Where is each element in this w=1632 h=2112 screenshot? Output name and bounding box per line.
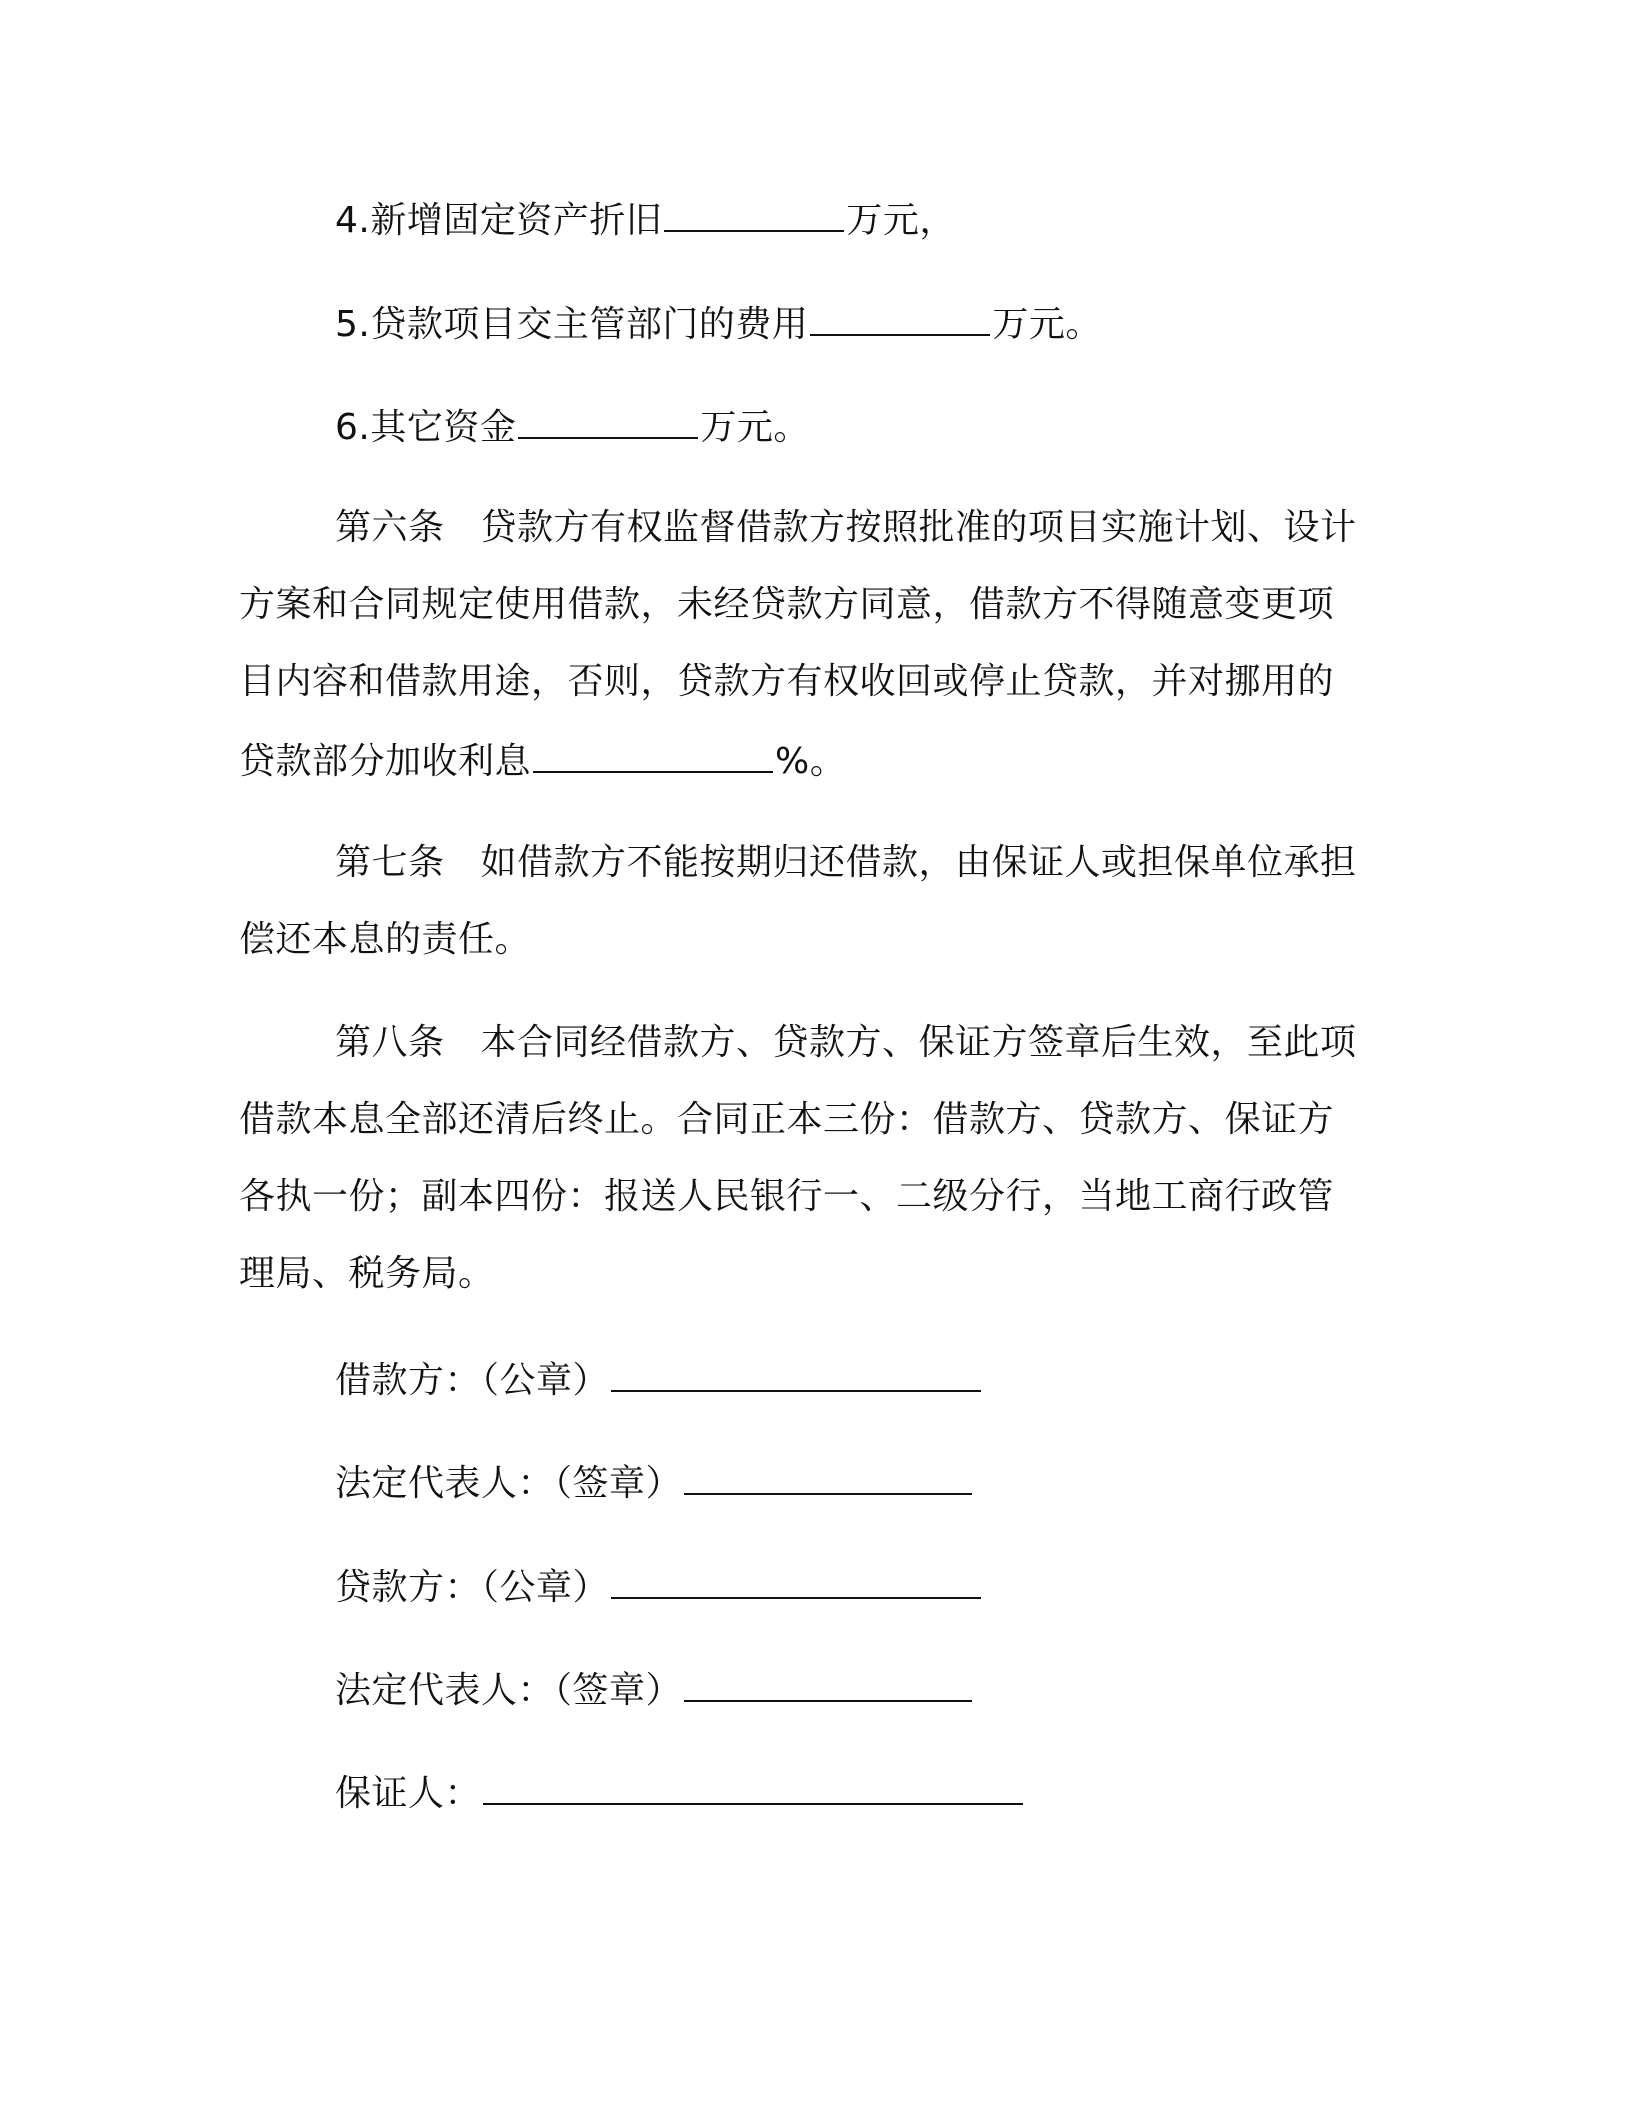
article-7-line-1 [335, 841, 1357, 885]
item-5-blank [810, 300, 990, 336]
article-8-text-2: 借款本息全部还清后终止。合同正本三份：借款方、贷款方、保证方 [239, 1099, 1335, 1140]
signature-lender-rep-blank [684, 1666, 972, 1702]
signature-guarantor-blank [483, 1769, 1023, 1805]
item-6 [335, 403, 810, 450]
item-4-text: 4.新增固定资产折旧 [335, 200, 663, 241]
article-6-text-3: 目内容和借款用途，否则，贷款方有权收回或停止贷款，并对挪用的 [239, 661, 1335, 702]
item-6-blank [518, 403, 698, 439]
signature-guarantor [335, 1769, 1025, 1816]
article-6-text-2: 方案和合同规定使用借款，未经贷款方同意，借款方不得随意变更项 [239, 584, 1335, 625]
interest-blank [533, 737, 773, 773]
signature-lender-blank [611, 1563, 981, 1599]
article-6-line-4 [239, 737, 846, 784]
article-6-heading: 第六条 [335, 507, 445, 548]
signature-borrower-rep-label: 法定代表人：（签章） [335, 1463, 683, 1504]
article-7-line-2 [239, 918, 531, 962]
signature-lender [335, 1563, 983, 1610]
article-8-text-3: 各执一份；副本四份：报送人民银行一、二级分行，当地工商行政管 [239, 1176, 1335, 1217]
item-4 [335, 196, 956, 243]
article-7-text-2: 偿还本息的责任。 [239, 919, 532, 960]
article-7-text-1: 如借款方不能按期归还借款，由保证人或担保单位承担 [480, 842, 1357, 883]
item-6-text: 6.其它资金 [335, 407, 517, 448]
signature-borrower-rep-blank [684, 1459, 972, 1495]
item-5-text: 5.贷款项目交主管部门的费用 [335, 304, 809, 345]
signature-borrower-label: 借款方：（公章） [335, 1360, 610, 1401]
signature-borrower [335, 1356, 983, 1403]
item-6-unit: 万元。 [700, 407, 810, 448]
signature-lender-rep [335, 1666, 974, 1713]
article-8-line-3 [239, 1175, 1334, 1219]
signature-lender-rep-label: 法定代表人：（签章） [335, 1670, 683, 1711]
article-8-text-1: 本合同经借款方、贷款方、保证方签章后生效，至此项 [480, 1022, 1357, 1063]
article-8-text-4: 理局、税务局。 [239, 1253, 495, 1294]
signature-borrower-rep [335, 1459, 974, 1506]
article-6-line-3 [239, 660, 1334, 704]
item-5-unit: 万元。 [992, 304, 1102, 345]
article-8-line-2 [239, 1098, 1334, 1142]
article-6-line-1 [335, 506, 1357, 550]
article-8-line-4 [239, 1252, 495, 1296]
item-5 [335, 300, 1102, 347]
article-8-heading: 第八条 [335, 1022, 445, 1063]
signature-borrower-blank [611, 1356, 981, 1392]
article-6-line-2 [239, 583, 1334, 627]
signature-lender-label: 贷款方：（公章） [335, 1567, 610, 1608]
article-7-heading: 第七条 [335, 842, 445, 883]
signature-guarantor-label: 保证人： [335, 1773, 482, 1814]
article-6-unit: %。 [775, 741, 847, 782]
article-6-text-1: 贷款方有权监督借款方按照批准的项目实施计划、设计 [480, 507, 1357, 548]
item-4-blank [664, 196, 844, 232]
article-6-text-4: 贷款部分加收利息 [239, 741, 532, 782]
item-4-unit: 万元， [846, 200, 956, 241]
article-8-line-1 [335, 1021, 1357, 1065]
